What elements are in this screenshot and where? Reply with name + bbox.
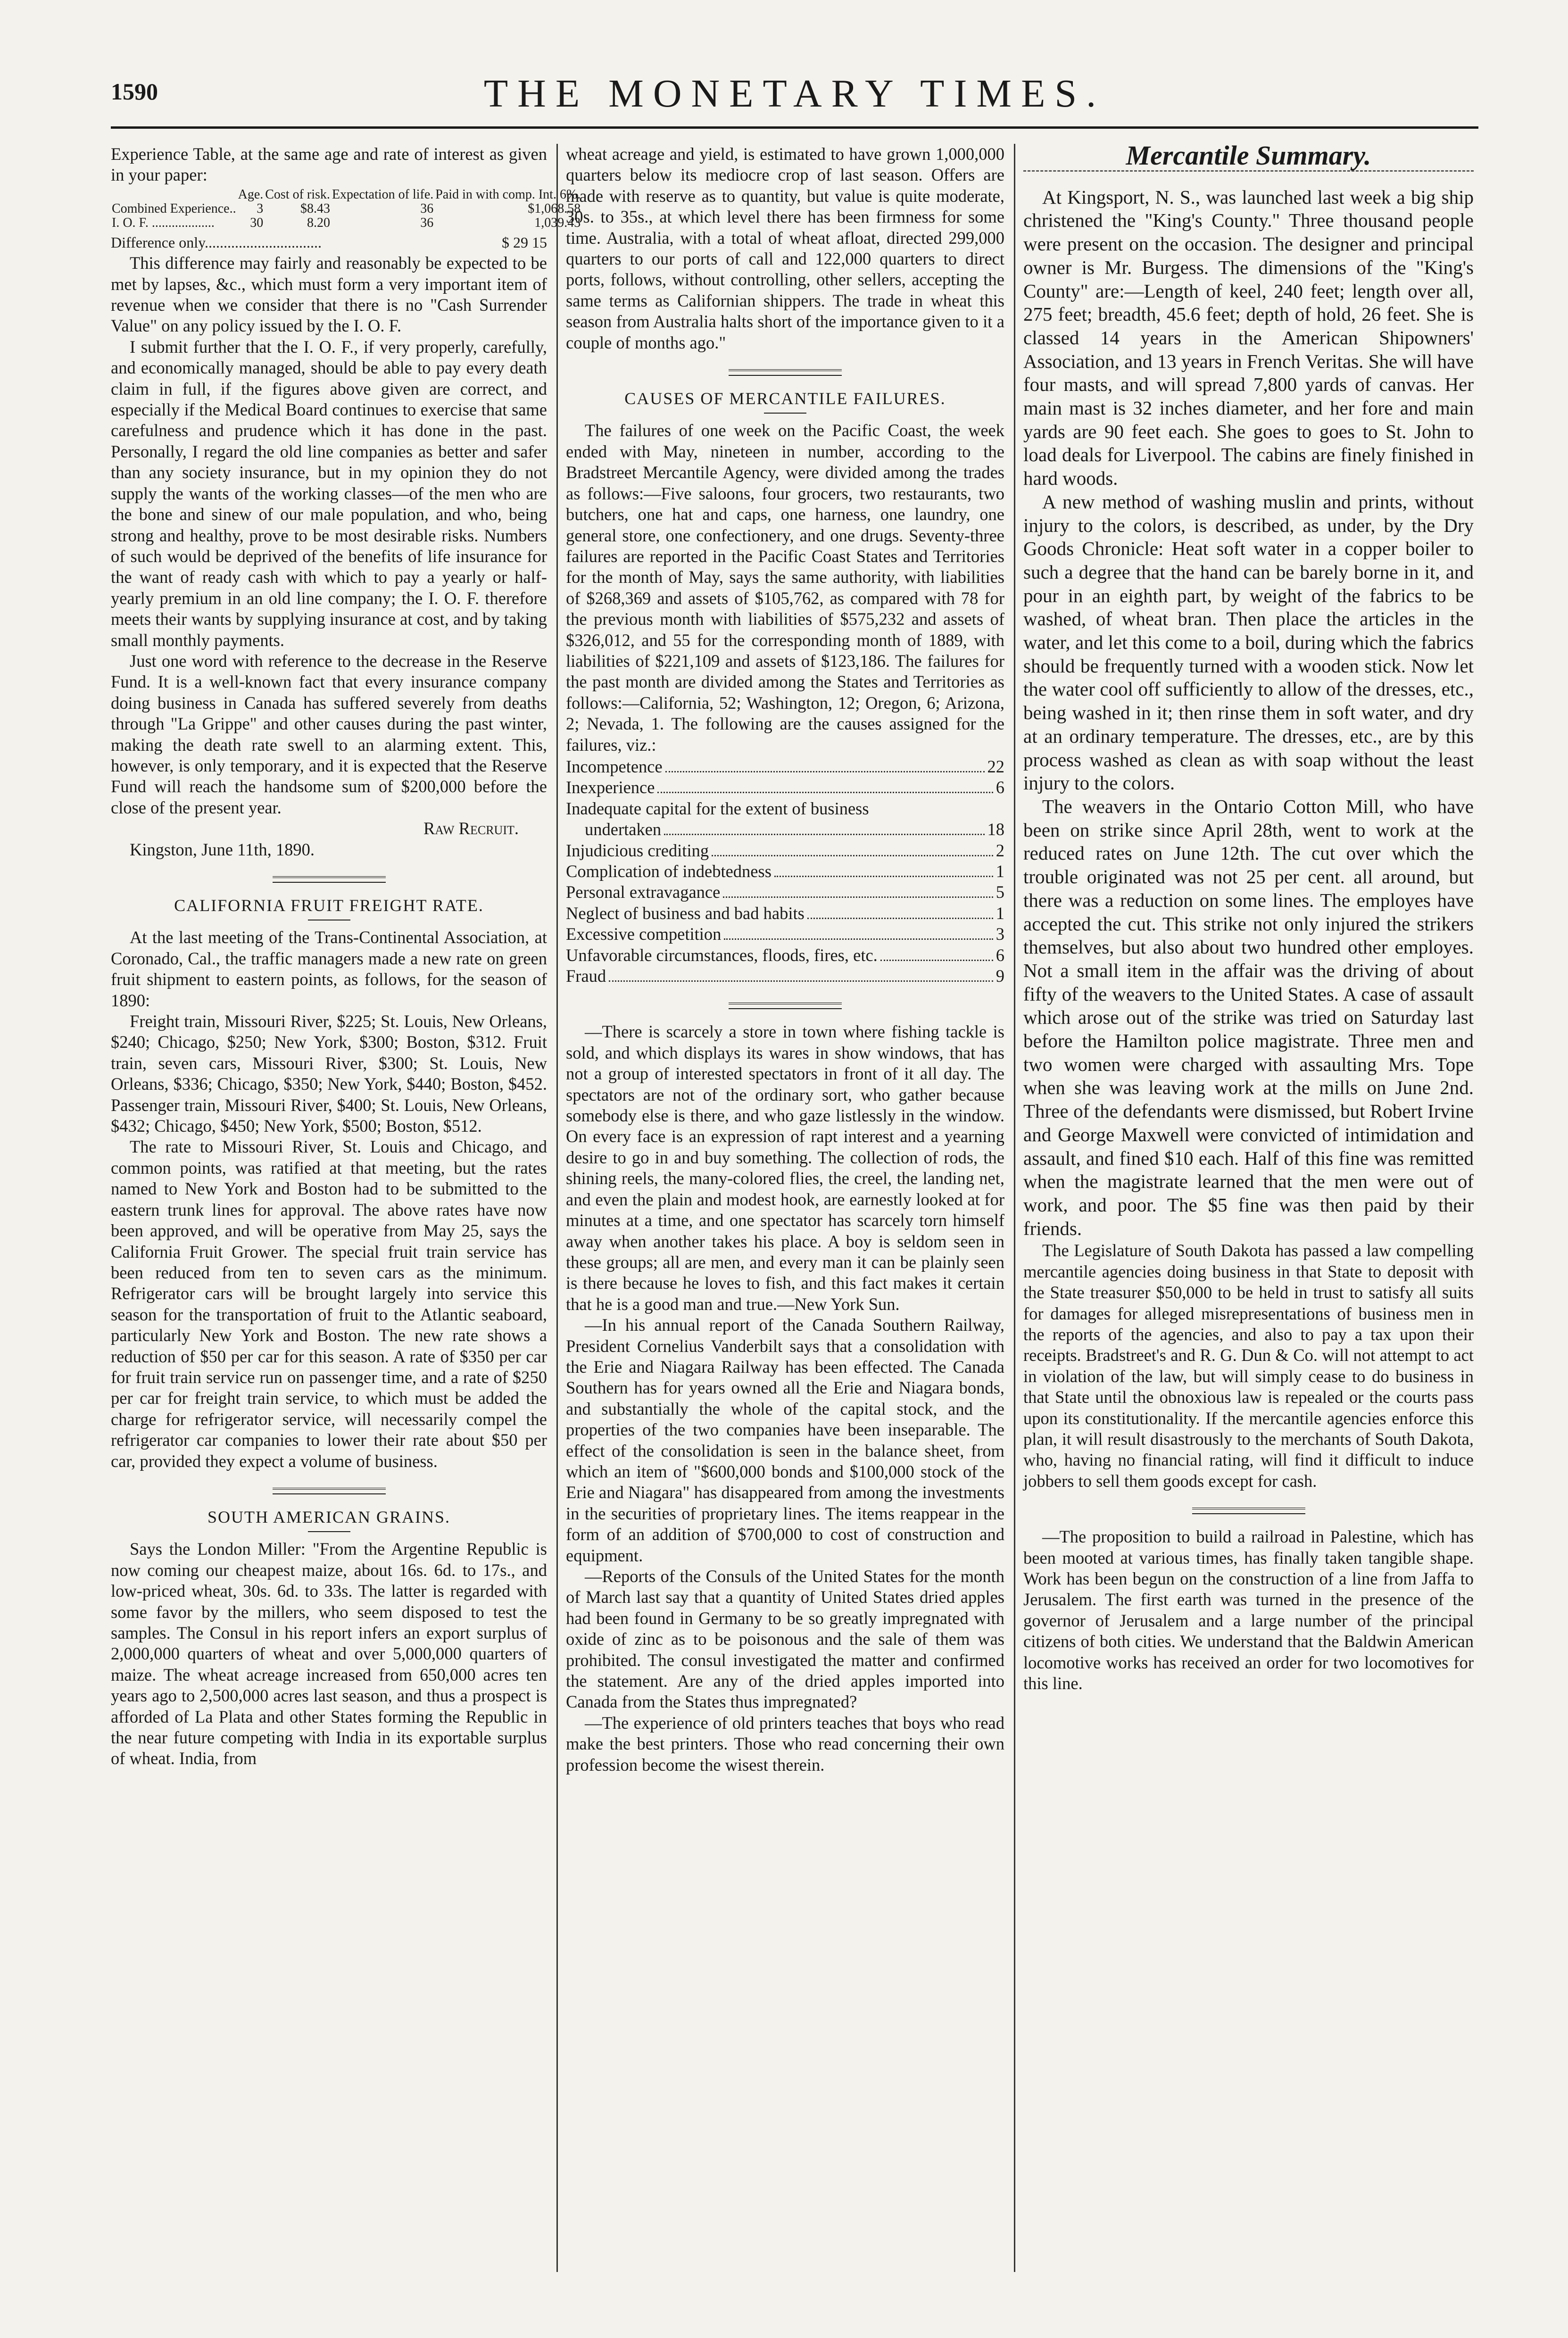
cause-name-continued: undertaken xyxy=(585,820,662,839)
experience-table-intro: Experience Table, at the same age and rate of interest as given in your paper: xyxy=(111,144,547,185)
table-cell-label: Combined Experience.. xyxy=(112,201,236,216)
table-cell-label: I. O. F. ................... xyxy=(112,215,215,230)
difference-line xyxy=(111,232,547,253)
paragraph: At the last meeting of the Trans-Continental Association, at Coronado, Cal., the traffic managers made a new rate on green fruit shipment to eastern points, as follows, for the season of 1890: xyxy=(111,928,547,1010)
list-item xyxy=(566,819,1004,840)
list-item xyxy=(566,945,1004,966)
table-row xyxy=(111,216,581,230)
paragraph: Says the London Miller: "From the Argentine Republic is now coming our cheapest maize, about 16s. 6d. to 17s., and low-priced wheat, 30s. 6d. to 33s. The latter is regarded with some favor by the millers, who seem disposed to test the samples. The Consul in his report infers an export surplus of 2,000,000 quarters of wheat and over 5,000,000 quarters of maize. The wheat acreage increased from 650,000 acres ten years ago to 2,500,000 acres last season, and thus a prospect is afforded of La Plata and other States forming the Republic in the near future competing with India in its exportable surplus of wheat. India, from xyxy=(111,1539,547,1768)
paragraph: This difference may fairly and reasonably be expected to be met by lapses, &c., which must form a very important item of revenue when we consider that there is no "Cash Surrender Value" on any policy issued by the I. O. F. xyxy=(111,253,547,336)
table-cell-expectation: 36 xyxy=(420,201,434,216)
table-cell-expectation: 36 xyxy=(420,215,434,230)
paragraph: At Kingsport, N. S., was launched last week a big ship christened the "King's County." Three thousand people were present on the occasion. The designer and principal owner is Mr. Burgess. The dimensions of the "King's County" are:—Length of keel, 240 feet; length over all, 275 feet; breadth, 45.6 feet; depth of hold, 26 feet. She is classed 14 years in the American Shipowners' Association, and 13 years in French Veritas. She will have four masts, and will spread 7,800 yards of canvas. Her main mast is 32 inches diameter, and her fore and main yards are 90 feet each. She goes to goes to St. John to load deals for Liverpool. The cabins are finely finished in hard woods. xyxy=(1023,186,1474,489)
paragraph: —The experience of old printers teaches that boys who read make the best printers. Those who read concerning their own profession become the wisest therein. xyxy=(566,1713,1004,1774)
heading-rule xyxy=(764,413,806,414)
paragraph-continued: wheat acreage and yield, is estimated to have grown 1,000,000 quarters below its mediocre crop of last season. Offers are made with reserve as to quantity, but value is quite moderate, 30s. to 35s., at which level there has been firmness for some time. Australia, with a total of wheat afloat, directed 299,000 quarters to our ports of call and 122,000 quarters to direct ports, follows, without controlling, other sellers, accepting the same terms as Californian shippers. The trade in wheat this season from Australia halts short of the importance given to it a couple of months ago." xyxy=(566,144,1004,352)
column-rule-1 xyxy=(556,144,558,2272)
cause-name: Incompetence xyxy=(566,756,663,776)
cause-name: Neglect of business and bad habits xyxy=(566,903,805,923)
cause-name: Fraud xyxy=(566,966,606,986)
column-rule-2 xyxy=(1014,144,1015,2272)
cause-count: 1 xyxy=(996,862,1004,881)
column-2 xyxy=(566,144,1004,2272)
paragraph: —The proposition to build a railroad in Palestine, which has been mooted at various times, has finally taken tangible shape. Work has been begun on the construction of a line from Jaffa to Jerusalem. The first earth was turned in the presence of the governor of Jerusalem and a large number of the principal citizens of both cities. We understand that the Baldwin American locomotive works has received an order for two locomotives for this line. xyxy=(1023,1527,1474,1693)
table-cell-paid: $1,068.58 xyxy=(528,201,581,216)
section-heading-south-american: SOUTH AMERICAN GRAINS. xyxy=(207,1507,451,1526)
paragraph: The Legislature of South Dakota has passed a law compelling mercantile agencies doing business in that State to deposit with the State treasurer $50,000 to be held in trust to satisfy all suits for damages for alleged misrepresentations of business men in the reports of the agencies, and also to pay a tax upon their receipts. Bradstreet's and R. G. Dun & Co. will not attempt to act in violation of the law, but will simply cease to do business in that State until the obnoxious law is repealed or the courts pass upon its constitutionality. If the mercantile agencies enforce this plan, it will result disastrously to the merchants of South Dakota, who, having no financial rating, will find it difficult to induce jobbers to sell them goods except for cash. xyxy=(1023,1241,1474,1491)
section-divider xyxy=(273,1488,386,1494)
paragraph: The failures of one week on the Pacific Coast, the week ended with May, nineteen in number, according to the Bradstreet Mercantile Agency, were divided among the trades as follows:—Five saloons, four grocers, two restaurants, two butchers, one hat and caps, one harness, one laundry, one general store, one confectionery, and one drugs. Seventy-three failures are reported in the Pacific Coast States and Territories for the month of May, says the same authority, with liabilities of $268,369 and assets of $105,762, as compared with 78 for the previous month with liabilities of $575,232 and assets of $326,012, and 55 for the corresponding month of 1889, with liabilities of $221,109 and assets of $123,186. The failures for the past month are divided among the States and Territories as follows:—California, 52; Washington, 12; Oregon, 6; Arizona, 2; Nevada, 1. The following are the causes assigned for the failures, viz.: xyxy=(566,421,1004,754)
list-item xyxy=(566,924,1004,945)
list-item xyxy=(566,882,1004,903)
paragraph: A new method of washing muslin and prints, without injury to the colors, is described, as under, by the Dry Goods Chronicle: Heat soft water in a copper boiler to such a degree that the hand can be barely borne in it, and pour in an eighth part, by weight of the fabrics to be washed, of wheat bran. Then place the articles in the water, and let this come to a boil, during which the fabrics should be frequently turned with a wooden stick. Now let the water cool off sufficiently to allow of the dresses, etc., being washed in it; then rinse them in soft water, and dry at an ordinary temperature. The dresses, etc., are by this process washed as clean as with soap without the least injury to the colors. xyxy=(1023,490,1474,794)
signature: Raw Recruit. xyxy=(423,819,519,838)
cause-count: 22 xyxy=(987,756,1004,776)
table-header-row xyxy=(111,188,581,202)
heading-rule xyxy=(308,1531,350,1532)
section-heading-mercantile-summary: Mercantile Summary. xyxy=(1126,140,1371,171)
page-header xyxy=(111,71,1478,132)
causes-list xyxy=(566,756,1004,987)
list-item xyxy=(566,903,1004,924)
cause-name: Unfavorable circumstances, floods, fires, etc. xyxy=(566,945,878,965)
section-divider xyxy=(729,369,842,376)
cause-name: Excessive competition xyxy=(566,924,722,944)
table-header-paid: Paid in with comp. Int. 6%. xyxy=(435,187,581,202)
paragraph: The weavers in the Ontario Cotton Mill, who have been on strike since April 28th, went to work at the reduced rates on June 12th. The cut over which the trouble originated was not 25 per cent. all around, but there was a reduction on some lines. The employes have accepted the cut. This strike not only injured the strikers themselves, but also about two hundred other employes. Not a small item in the affair was the driving of about fifty of the weavers to the United States. A case of assault which arose out of the strike was tried on Saturday last before the Hamilton police magistrate. Three men and two women were charged with assaulting Mrs. Tope when she was leaving work at the mills on June 2nd. Three of the defendants were dismissed, but Robert Irvine and George Maxwell were convicted of intimidation and assault, and fined $10 each. Half of this fine was remitted when the magistrate learned that the men were out of work, and poor. The $5 fine was then paid by their friends. xyxy=(1023,795,1474,1239)
paragraph: Freight train, Missouri River, $225; St. Louis, New Orleans, $240; Chicago, $250; New York, $300; Boston, $312. Fruit train, seven cars, Missouri River, $300; St. Louis, New Orleans, $336; Chicago, $350; New York, $440; Boston, $452. Passenger train, Missouri River, $400; St. Louis, New Orleans, $432; Chicago, $450; New York, $500; Boston, $512. xyxy=(111,1011,547,1136)
cause-name: Personal extravagance xyxy=(566,882,721,902)
section-divider xyxy=(273,876,386,883)
column-3 xyxy=(1023,140,1474,2272)
page-number: 1590 xyxy=(111,78,158,105)
difference-label: Difference only............................... xyxy=(111,233,322,251)
paragraph: —In his annual report of the Canada Southern Railway, President Cornelius Vanderbilt says that a consolidation with the Erie and Niagara Railway has been effected. The Canada Southern has for years owned all the Erie and Niagara bonds, and substantially the whole of the capital stock, and the properties of the two companies have been inseparable. The effect of the consolidation is seen in the balance sheet, from which an item of "$600,000 bonds and $100,000 stock of the Erie and Niagara" has disappeared from among the investments in the securities of proprietary lines. The items reappear in the form of an addition of $700,000 to cost of construction and equipment. xyxy=(566,1315,1004,1565)
experience-table xyxy=(111,188,581,230)
cause-name: Complication of indebtedness xyxy=(566,862,772,881)
dateline: Kingston, June 11th, 1890. xyxy=(130,839,315,859)
table-header-age: Age. xyxy=(238,187,264,202)
paragraph: The rate to Missouri River, St. Louis and Chicago, and common points, was ratified at that meeting, but the rates named to New York and Boston had to be submitted to the eastern trunk lines for approval. The above rates have now been approved, and will be operative from May 25, says the California Fruit Grower. The special fruit train service has been reduced from ten to seven cars as the minimum. Refrigerator cars will be brought largely into service this season for the transportation of fruit to the Atlantic seaboard, particularly New York and Boston. The new rate shows a reduction of $50 per car for this season. A rate of $350 per car for fruit train service run on passenger time, and a rate of $250 per car for freight train service, to which must be added the charge for refrigerator service, will necessarily compel the refrigerator car companies to lower their rate about $50 per car, provided they expect a volume of business. xyxy=(111,1137,547,1471)
cause-name: Inexperience xyxy=(566,778,655,797)
table-cell-cost: $8.43 xyxy=(300,201,330,216)
cause-count: 5 xyxy=(996,882,1004,902)
list-item xyxy=(566,861,1004,882)
list-item xyxy=(566,966,1004,987)
list-item xyxy=(566,840,1004,861)
paragraph: Just one word with reference to the decrease in the Reserve Fund. It is a well-known fact that every insurance company doing business in Canada has suffered severely from deaths through "La Grippe" and other causes during the past winter, making the death rate swell to an alarming extent. This, however, is only temporary, and it is expected that the Reserve Fund will reach the handsome sum of $200,000 before the close of the present year. xyxy=(111,651,547,817)
difference-value: $ 29 15 xyxy=(502,233,547,251)
section-heading-causes: CAUSES OF MERCANTILE FAILURES. xyxy=(624,389,946,408)
masthead-title: THE MONETARY TIMES. xyxy=(483,72,1106,116)
table-cell-paid: 1,039.43 xyxy=(534,215,581,230)
cause-count: 18 xyxy=(987,820,1004,839)
cause-count: 1 xyxy=(996,903,1004,923)
cause-count: 9 xyxy=(996,966,1004,986)
list-item xyxy=(566,756,1004,777)
cause-count: 6 xyxy=(996,945,1004,965)
paragraph: —Reports of the Consuls of the United States for the month of March last say that a quantity of United States dried apples had been found in Germany to be so greatly impregnated with oxide of zinc as to be poisonous and the sale of them was prohibited. The consul investigated the matter and confirmed the statement. Are any of the dried apples imported into Canada from the States thus impregnated? xyxy=(566,1567,1004,1712)
table-cell-age: 30 xyxy=(250,215,264,230)
cause-name: Injudicious crediting xyxy=(566,840,709,860)
cause-count: 3 xyxy=(996,924,1004,944)
cause-count: 2 xyxy=(996,840,1004,860)
paragraph: I submit further that the I. O. F., if very properly, carefully, and economically managed, should be able to pay every death claim in full, if the figures above given are correct, and especially if the Medical Board continues to exercise that same carefulness and prudence which it has done in the past. Personally, I regard the old line companies as better and safer than any society insurance, but in my opinion they do not supply the wants of the working classes—of the men who are the bone and sinew of our male population, and who, being strong and healthy, prove to be most desirable risks. Numbers of such would be deprived of the benefits of life insurance for the want of ready cash with which to pay a yearly or half-yearly premium in an old line company; the I. O. F. therefore meets their wants by supplying insurance at cost, and by taking small monthly payments. xyxy=(111,337,547,650)
table-cell-age: 3 xyxy=(257,201,264,216)
list-item xyxy=(566,798,1004,819)
column-1 xyxy=(111,144,581,2272)
paragraph: —There is scarcely a store in town where fishing tackle is sold, and which displays its wares in show windows, that has not a group of interested spectators in front of it all day. The spectators are not of the ordinary sort, who gather because somebody else is there, and who gaze listlessly in the window. On every face is an expression of rapt interest and a yearning desire to go in and buy something. The collection of rods, the shining reels, the many-colored flies, the creel, the landing net, and even the plain and modest hook, are earnestly looked at for minutes at a time, and one spectator has scarcely torn himself away when another takes his place. A boy is seldom seen in these groups; all are men, and every man it can be plainly seen is there because he loves to fish, and this fact makes it certain that he is a good man and true.—New York Sun. xyxy=(566,1022,1004,1314)
section-divider xyxy=(729,1003,842,1009)
table-row xyxy=(111,202,581,216)
cause-name: Inadequate capital for the extent of business xyxy=(566,798,869,818)
table-header-cost: Cost of risk. xyxy=(265,187,330,202)
table-header-expectation: Expectation of life. xyxy=(332,187,434,202)
list-item xyxy=(566,777,1004,798)
table-cell-cost: 8.20 xyxy=(307,215,330,230)
section-divider xyxy=(1192,1508,1305,1514)
section-heading-california: CALIFORNIA FRUIT FREIGHT RATE. xyxy=(174,896,484,915)
cause-count: 6 xyxy=(996,778,1004,797)
header-rule xyxy=(111,126,1478,129)
